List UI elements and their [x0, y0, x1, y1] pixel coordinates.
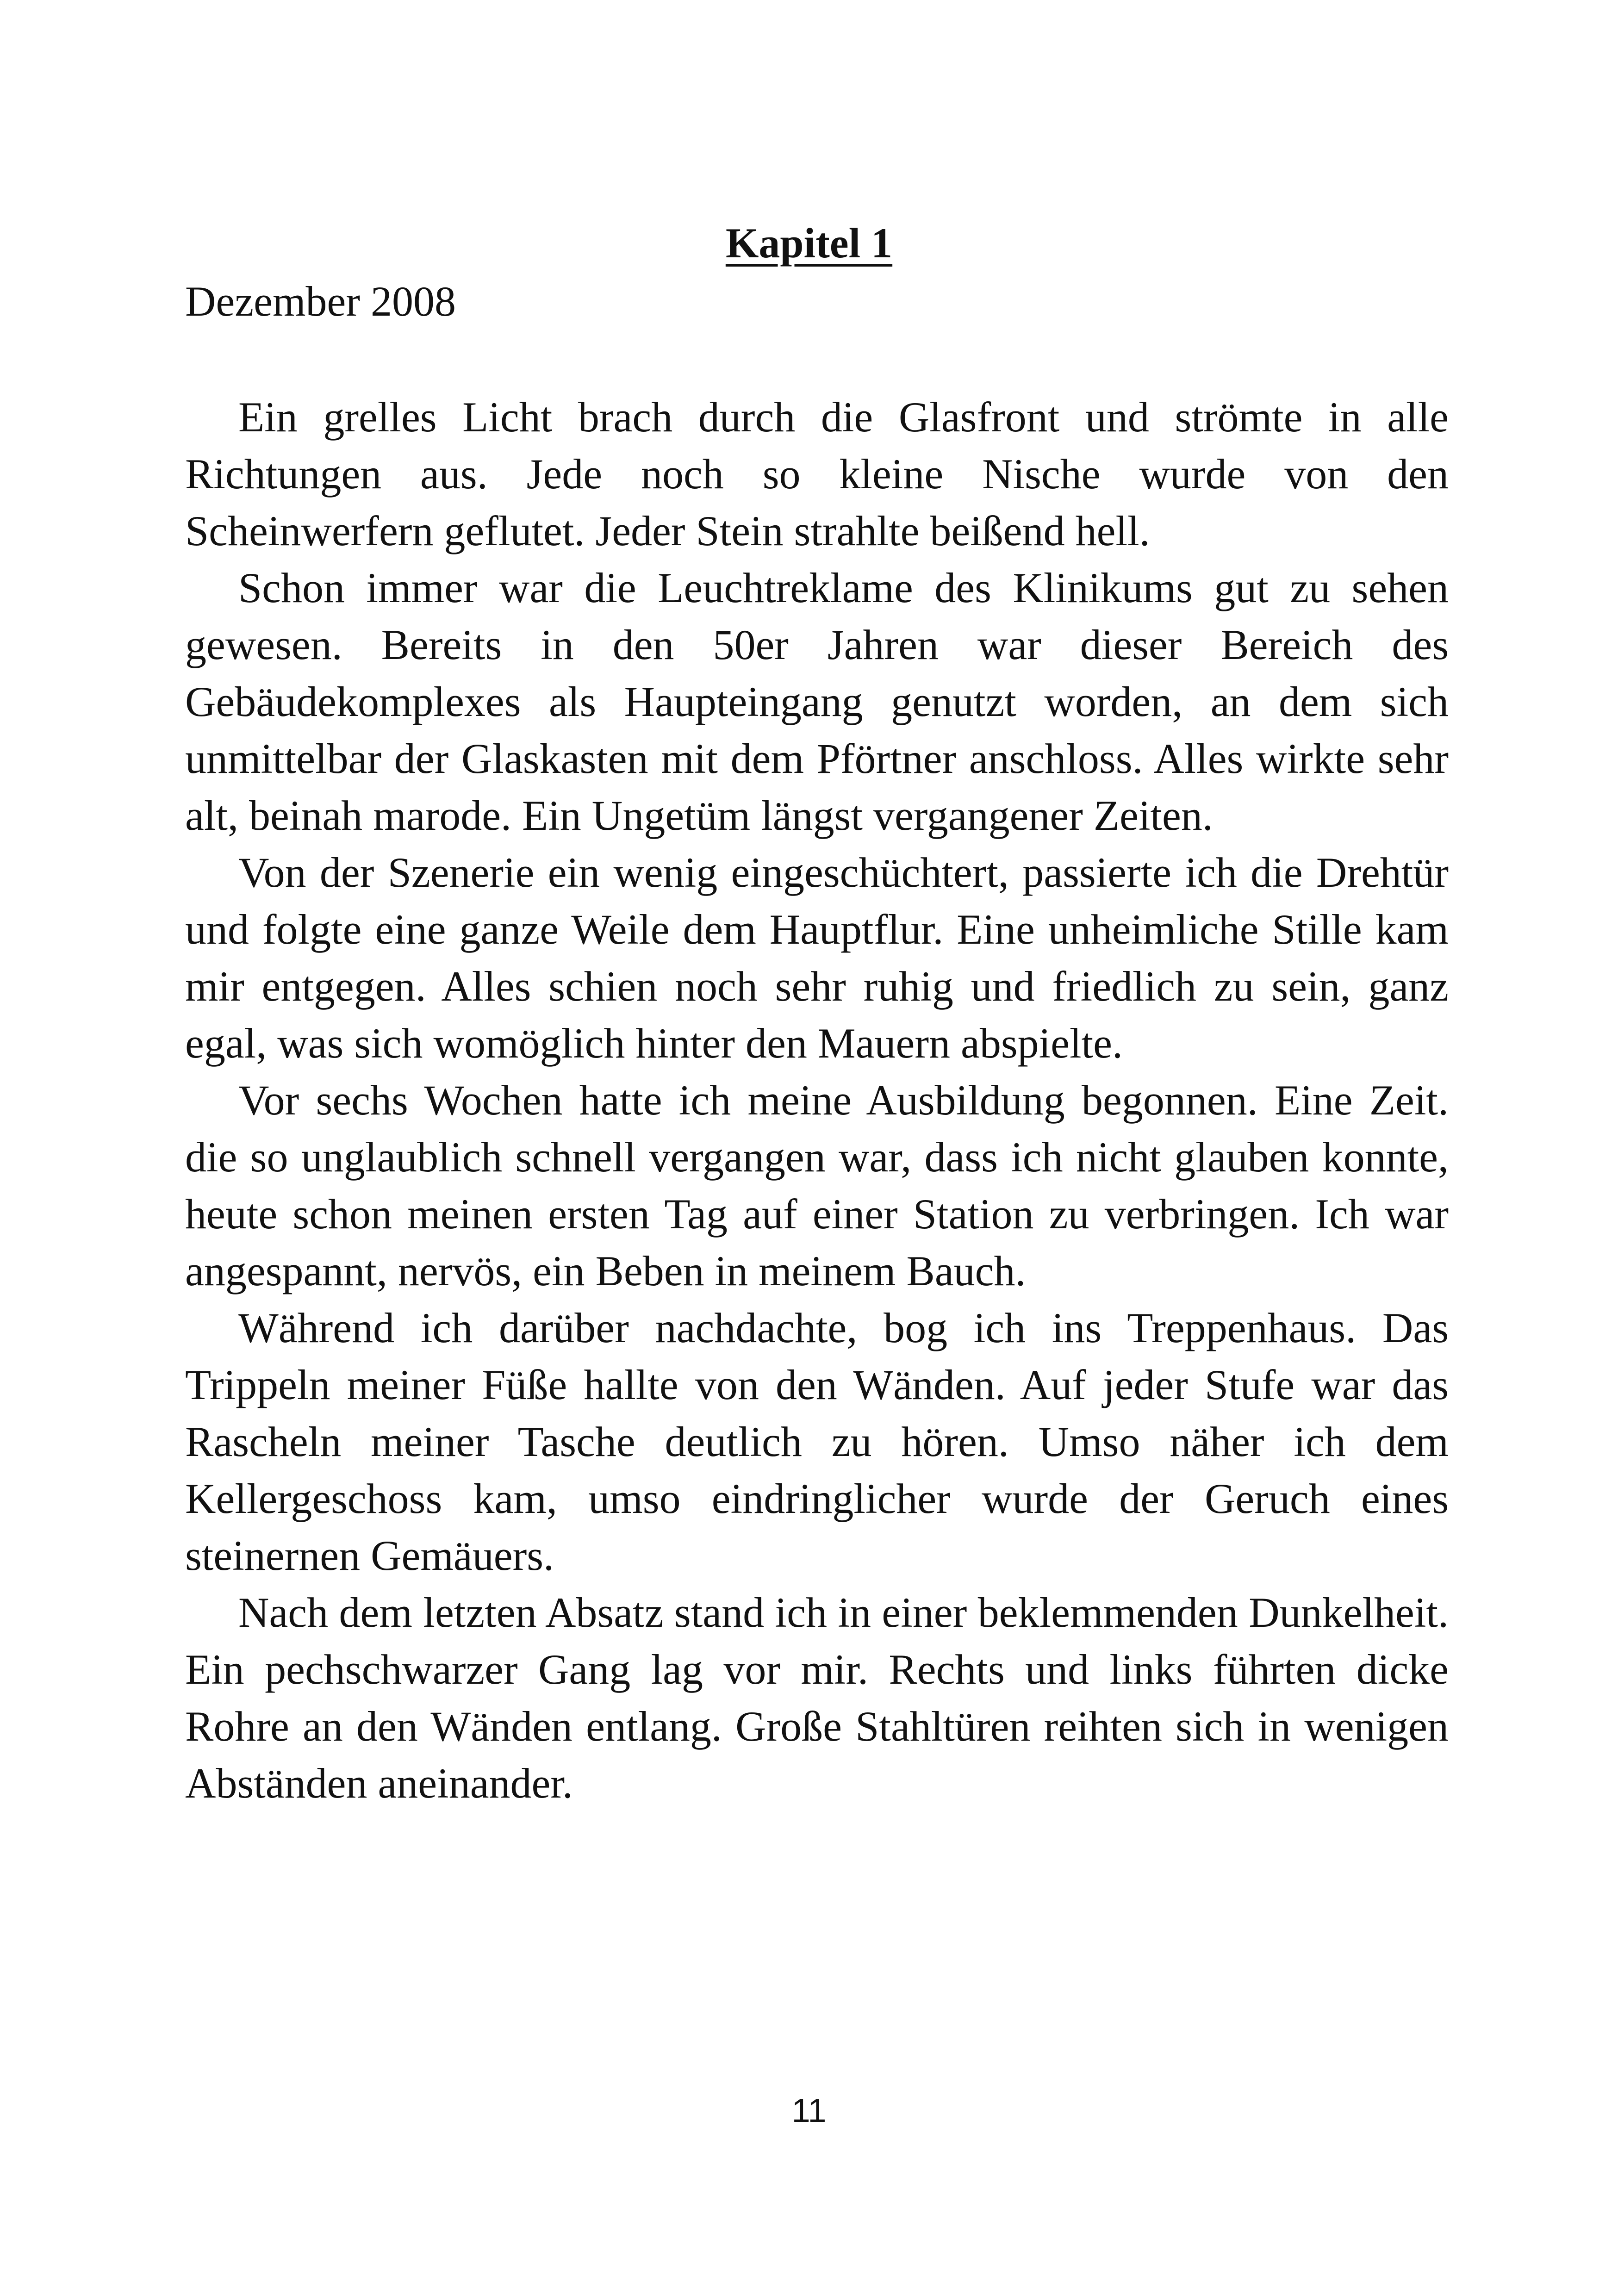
paragraph: Vor sechs Wochen hatte ich meine Ausbildung begonnen. Eine Zeit. die so unglaublich schnell vergangen war, dass ich nicht glauben konnte, heute schon meinen ersten Tag auf einer Station zu verbringen. Ich war angespannt, nervös, ein Beben in meinem Bauch. — [185, 1076, 1449, 1294]
page-number: 11 — [791, 2092, 827, 2129]
paragraph: Nach dem letzten Absatz stand ich in einer beklemmenden Dunkelheit. Ein pechschwarzer Gang lag vor mir. Rechts und links führten dicke Rohre an den Wänden entlang. Große Stahltüren reihten sich in wenigen Abständen aneinander. — [185, 1589, 1449, 1807]
paragraph: Während ich darüber nachdachte, bog ich ins Treppenhaus. Das Trippeln meiner Füße hallte von den Wänden. Auf jeder Stufe war das Rascheln meiner Tasche deutlich zu hören. Umso näher ich dem Kellergeschoss kam, umso eindringlicher wurde der Geruch eines steinernen Gemäuers. — [185, 1304, 1449, 1579]
paragraph: Schon immer war die Leuchtreklame des Klinikums gut zu sehen gewesen. Bereits in den 50er Jahren war dieser Bereich des Gebäudekomplexes als Haupteingang genutzt worden, an dem sich unmittelbar der Glaskasten mit dem Pförtner anschloss. Alles wirkte sehr alt, beinah marode. Ein Ungetüm längst vergangener Zeiten. — [185, 564, 1449, 839]
body-text — [185, 389, 1449, 1812]
paragraph: Von der Szenerie ein wenig eingeschüchtert, passierte ich die Drehtür und folgte eine ganze Weile dem Hauptflur. Eine unheimliche Stille kam mir entgegen. Alles schien noch sehr ruhig und friedlich zu sein, ganz egal, was sich womöglich hinter den Mauern abspielte. — [185, 849, 1449, 1067]
chapter-date: Dezember 2008 — [185, 278, 456, 325]
paragraph: Ein grelles Licht brach durch die Glasfront und strömte in alle Richtungen aus. Jede noch so kleine Nische wurde von den Scheinwerfern geflutet. Jeder Stein strahlte beißend hell. — [185, 393, 1449, 554]
chapter-title: Kapitel 1 — [725, 219, 893, 267]
